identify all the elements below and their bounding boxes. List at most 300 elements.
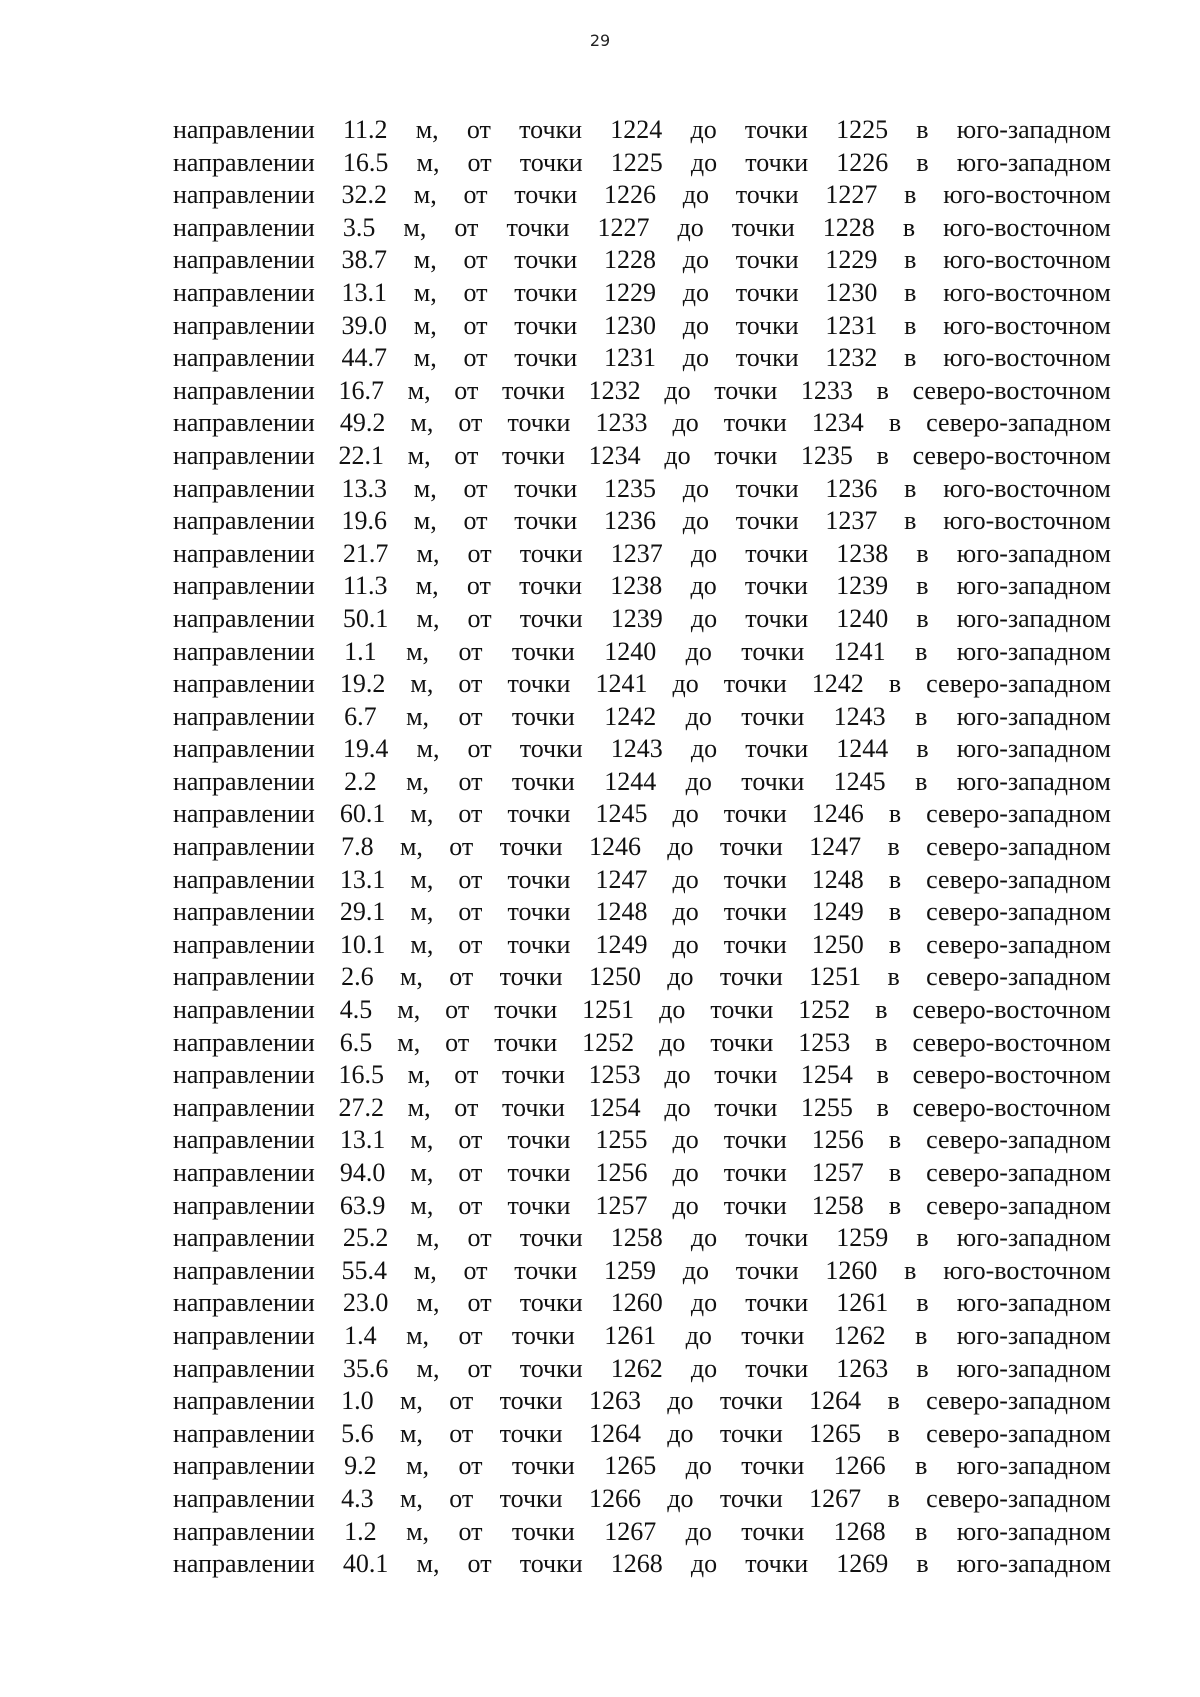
distance-value: 11.2 — [342, 115, 388, 144]
text-line — [173, 505, 1111, 538]
to-point-number: 1234 — [811, 408, 864, 438]
text-line — [173, 668, 1111, 701]
in-word: в — [875, 1027, 888, 1057]
point-word: точки — [514, 1255, 578, 1285]
text-line — [173, 1450, 1111, 1483]
direction-word: направлении — [173, 1516, 315, 1546]
from-point-number: 1244 — [604, 766, 657, 796]
to-point-number: 1267 — [809, 1483, 862, 1513]
to-point-number: 1249 — [811, 897, 864, 927]
to-word: до — [690, 1549, 718, 1579]
unit-label: м, — [410, 1190, 434, 1220]
text-line — [173, 1092, 1111, 1125]
direction-word: направлении — [173, 897, 315, 927]
to-word: до — [685, 701, 712, 731]
from-word: от — [454, 212, 479, 242]
direction-value: северо-западном — [926, 1386, 1111, 1416]
in-word: в — [915, 766, 928, 796]
unit-label: м, — [413, 343, 437, 373]
from-word: от — [449, 1483, 474, 1513]
to-point-number: 1264 — [809, 1386, 862, 1416]
from-point-number: 1262 — [610, 1353, 663, 1383]
direction-word: направлении — [173, 571, 315, 601]
point-word: точки — [506, 212, 570, 242]
text-line — [173, 212, 1111, 245]
from-word: от — [449, 962, 474, 992]
direction-word: направлении — [173, 1125, 315, 1155]
direction-value: юго-западном — [956, 603, 1111, 633]
in-word: в — [916, 538, 929, 568]
to-word: до — [682, 310, 709, 340]
distance-value: 21.7 — [342, 538, 389, 568]
from-word: от — [458, 408, 483, 438]
text-line — [173, 342, 1111, 375]
distance-value: 11.3 — [342, 571, 388, 601]
to-word: до — [664, 440, 691, 470]
direction-value: северо-западном — [926, 1483, 1111, 1513]
from-word: от — [458, 929, 483, 959]
from-point-number: 1261 — [604, 1320, 657, 1350]
unit-label: м, — [416, 1549, 440, 1579]
point-word: точки — [745, 603, 809, 633]
direction-value: юго-западном — [956, 1516, 1111, 1546]
in-word: в — [904, 310, 917, 340]
unit-label: м, — [413, 1255, 437, 1285]
direction-word: направлении — [173, 669, 315, 699]
unit-label: м, — [406, 766, 430, 796]
text-line — [173, 1385, 1111, 1418]
from-point-number: 1263 — [588, 1386, 641, 1416]
point-word: точки — [741, 1320, 805, 1350]
direction-value: юго-восточном — [943, 277, 1111, 307]
direction-word: направлении — [173, 538, 315, 568]
unit-label: м, — [403, 212, 427, 242]
direction-value: юго-западном — [956, 701, 1111, 731]
to-point-number: 1253 — [798, 1027, 851, 1057]
point-word: точки — [502, 440, 565, 470]
from-point-number: 1250 — [588, 962, 641, 992]
point-word: точки — [731, 212, 795, 242]
direction-value: северо-западном — [926, 669, 1111, 699]
direction-value: юго-восточном — [943, 1255, 1111, 1285]
to-point-number: 1252 — [798, 995, 851, 1025]
point-word: точки — [723, 669, 787, 699]
point-word: точки — [745, 1288, 809, 1318]
to-point-number: 1256 — [811, 1125, 864, 1155]
text-line — [173, 114, 1111, 147]
to-point-number: 1246 — [811, 799, 864, 829]
to-word: до — [690, 1223, 718, 1253]
point-word: точки — [745, 147, 809, 177]
to-point-number: 1268 — [833, 1516, 886, 1546]
from-point-number: 1252 — [582, 1027, 635, 1057]
point-word: точки — [723, 1190, 787, 1220]
to-point-number: 1250 — [811, 929, 864, 959]
point-word: точки — [719, 1386, 783, 1416]
from-word: от — [458, 1158, 483, 1187]
to-word: до — [690, 115, 717, 144]
direction-value: северо-западном — [926, 799, 1111, 829]
from-point-number: 1241 — [595, 669, 648, 699]
in-word: в — [916, 571, 929, 601]
direction-word: направлении — [173, 832, 315, 862]
point-word: точки — [502, 1060, 565, 1090]
to-point-number: 1261 — [836, 1288, 889, 1318]
to-point-number: 1269 — [836, 1549, 889, 1579]
from-point-number: 1248 — [595, 897, 648, 927]
direction-word: направлении — [173, 734, 315, 764]
to-word: до — [685, 1451, 712, 1481]
to-word: до — [685, 1320, 712, 1350]
distance-value: 7.8 — [341, 832, 374, 862]
point-word: точки — [502, 1092, 565, 1122]
text-line — [173, 277, 1111, 310]
distance-value: 25.2 — [342, 1223, 389, 1253]
point-word: точки — [719, 1418, 783, 1448]
distance-value: 1.0 — [341, 1386, 374, 1416]
unit-label: м, — [399, 1386, 423, 1416]
direction-word: направлении — [173, 636, 315, 666]
from-word: от — [458, 1125, 483, 1155]
from-point-number: 1224 — [610, 115, 663, 144]
point-word: точки — [499, 832, 563, 862]
from-word: от — [454, 1060, 479, 1090]
distance-value: 38.7 — [341, 245, 388, 275]
direction-word: направлении — [173, 147, 315, 177]
to-point-number: 1236 — [825, 473, 878, 503]
distance-value: 44.7 — [341, 343, 388, 373]
distance-value: 6.5 — [339, 1027, 373, 1057]
from-word: от — [467, 734, 492, 764]
unit-label: м, — [407, 1060, 431, 1090]
to-word: до — [682, 473, 709, 503]
from-point-number: 1247 — [595, 864, 648, 894]
distance-value: 32.2 — [341, 180, 388, 210]
direction-word: направлении — [173, 1288, 315, 1318]
in-word: в — [916, 1223, 929, 1253]
direction-word: направлении — [173, 115, 315, 144]
to-point-number: 1242 — [811, 669, 864, 699]
from-word: от — [458, 701, 483, 731]
in-word: в — [915, 1451, 928, 1481]
point-word: точки — [519, 538, 583, 568]
from-word: от — [458, 766, 483, 796]
unit-label: м, — [406, 1320, 430, 1350]
direction-value: юго-западном — [956, 1320, 1111, 1350]
unit-label: м, — [410, 408, 434, 438]
direction-value: северо-западном — [926, 929, 1111, 959]
in-word: в — [888, 864, 902, 894]
in-word: в — [888, 1125, 902, 1155]
unit-label: м, — [415, 115, 439, 144]
distance-value: 16.7 — [338, 375, 384, 405]
unit-label: м, — [407, 1092, 431, 1122]
point-word: точки — [507, 799, 571, 829]
from-point-number: 1227 — [597, 212, 650, 242]
in-word: в — [904, 277, 917, 307]
in-word: в — [904, 343, 917, 373]
to-word: до — [659, 1027, 686, 1057]
in-word: в — [888, 1158, 902, 1187]
distance-value: 39.0 — [341, 310, 388, 340]
from-word: от — [466, 115, 491, 144]
in-word: в — [915, 1516, 928, 1546]
point-word: точки — [723, 897, 787, 927]
from-point-number: 1231 — [603, 343, 656, 373]
from-word: от — [463, 180, 488, 210]
text-line — [173, 701, 1111, 734]
point-word: точки — [719, 962, 783, 992]
distance-value: 63.9 — [339, 1190, 386, 1220]
from-point-number: 1240 — [604, 636, 657, 666]
direction-value: юго-восточном — [943, 343, 1111, 373]
in-word: в — [915, 1320, 928, 1350]
point-word: точки — [519, 603, 583, 633]
in-word: в — [916, 147, 929, 177]
text-line — [173, 473, 1111, 506]
unit-label: м, — [406, 701, 430, 731]
direction-value: северо-западном — [926, 1158, 1111, 1187]
in-word: в — [887, 832, 900, 862]
in-word: в — [888, 1190, 902, 1220]
direction-value: юго-восточном — [943, 212, 1111, 242]
direction-word: направлении — [173, 408, 315, 438]
point-word: точки — [499, 1386, 563, 1416]
distance-value: 13.1 — [341, 277, 388, 307]
from-word: от — [445, 995, 470, 1025]
distance-value: 13.1 — [339, 1125, 386, 1155]
in-word: в — [875, 995, 888, 1025]
from-point-number: 1237 — [610, 538, 663, 568]
text-line — [173, 538, 1111, 571]
in-word: в — [916, 1549, 929, 1579]
in-word: в — [916, 115, 929, 144]
point-word: точки — [723, 1158, 787, 1187]
from-point-number: 1251 — [582, 995, 635, 1025]
distance-value: 94.0 — [339, 1158, 386, 1187]
text-line — [173, 310, 1111, 343]
to-point-number: 1225 — [836, 115, 889, 144]
unit-label: м, — [399, 1483, 423, 1513]
to-word: до — [667, 1418, 694, 1448]
direction-value: северо-западном — [926, 1190, 1111, 1220]
direction-word: направлении — [173, 799, 315, 829]
from-word: от — [445, 1027, 470, 1057]
direction-value: юго-западном — [956, 734, 1111, 764]
unit-label: м, — [410, 1158, 434, 1187]
point-word: точки — [514, 473, 578, 503]
direction-word: направлении — [173, 864, 315, 894]
in-word: в — [916, 1288, 929, 1318]
unit-label: м, — [399, 962, 423, 992]
distance-value: 9.2 — [344, 1451, 377, 1481]
to-point-number: 1229 — [825, 245, 878, 275]
direction-value: юго-западном — [956, 1223, 1111, 1253]
in-word: в — [876, 1092, 889, 1122]
point-word: точки — [511, 636, 575, 666]
from-word: от — [454, 375, 479, 405]
point-word: точки — [714, 1092, 778, 1122]
from-point-number: 1228 — [603, 245, 656, 275]
point-word: точки — [735, 180, 799, 210]
distance-value: 13.3 — [341, 473, 388, 503]
text-line — [173, 831, 1111, 864]
from-point-number: 1260 — [610, 1288, 663, 1318]
to-point-number: 1228 — [822, 212, 875, 242]
from-point-number: 1243 — [610, 734, 663, 764]
in-word: в — [876, 440, 889, 470]
unit-label: м, — [399, 832, 423, 862]
direction-value: юго-западном — [956, 636, 1111, 666]
direction-value: северо-западном — [926, 408, 1111, 438]
point-word: точки — [745, 538, 809, 568]
from-point-number: 1239 — [610, 603, 663, 633]
to-point-number: 1238 — [836, 538, 889, 568]
direction-value: северо-восточном — [912, 375, 1111, 405]
from-word: от — [467, 1549, 492, 1579]
from-point-number: 1226 — [603, 180, 656, 210]
point-word: точки — [735, 473, 799, 503]
direction-word: направлении — [173, 1060, 315, 1090]
from-word: от — [449, 1418, 474, 1448]
to-word: до — [682, 245, 709, 275]
text-line — [173, 864, 1111, 897]
direction-value: юго-восточном — [943, 245, 1111, 275]
to-point-number: 1235 — [800, 440, 853, 470]
direction-word: направлении — [173, 1386, 315, 1416]
distance-value: 19.2 — [339, 669, 386, 699]
to-word: до — [667, 832, 694, 862]
to-word: до — [664, 375, 691, 405]
from-word: от — [458, 669, 483, 699]
unit-label: м, — [413, 245, 437, 275]
point-word: точки — [507, 408, 571, 438]
to-point-number: 1232 — [825, 343, 878, 373]
text-line — [173, 1124, 1111, 1157]
distance-value: 23.0 — [342, 1288, 389, 1318]
in-word: в — [916, 603, 929, 633]
from-word: от — [458, 864, 483, 894]
direction-value: северо-западном — [926, 1418, 1111, 1448]
direction-word: направлении — [173, 1255, 315, 1285]
distance-value: 22.1 — [338, 440, 384, 470]
point-word: точки — [714, 1060, 778, 1090]
direction-value: северо-западном — [926, 962, 1111, 992]
from-point-number: 1245 — [595, 799, 648, 829]
in-word: в — [876, 1060, 889, 1090]
to-word: до — [672, 897, 699, 927]
point-word: точки — [741, 766, 805, 796]
in-word: в — [915, 701, 928, 731]
to-point-number: 1227 — [825, 180, 878, 210]
to-point-number: 1226 — [836, 147, 889, 177]
direction-word: направлении — [173, 506, 315, 536]
to-word: до — [685, 766, 712, 796]
point-word: точки — [519, 1223, 583, 1253]
text-line — [173, 1320, 1111, 1353]
to-word: до — [690, 603, 718, 633]
to-point-number: 1260 — [825, 1255, 878, 1285]
to-point-number: 1255 — [800, 1092, 853, 1122]
text-line — [173, 896, 1111, 929]
text-line — [173, 1059, 1111, 1092]
point-word: точки — [710, 1027, 774, 1057]
point-word: точки — [723, 408, 787, 438]
from-point-number: 1234 — [588, 440, 641, 470]
point-word: точки — [507, 1190, 571, 1220]
distance-value: 10.1 — [339, 929, 386, 959]
distance-value: 29.1 — [339, 897, 386, 927]
to-word: до — [672, 669, 699, 699]
direction-word: направлении — [173, 245, 315, 275]
to-word: до — [690, 538, 718, 568]
direction-word: направлении — [173, 1190, 315, 1220]
direction-value: юго-восточном — [943, 310, 1111, 340]
direction-value: северо-западном — [926, 1125, 1111, 1155]
to-word: до — [682, 180, 709, 210]
text-line — [173, 1222, 1111, 1255]
direction-value: юго-западном — [956, 115, 1111, 144]
in-word: в — [916, 1353, 929, 1383]
distance-value: 3.5 — [342, 212, 376, 242]
point-word: точки — [514, 506, 578, 536]
text-line — [173, 603, 1111, 636]
direction-value: юго-восточном — [943, 506, 1111, 536]
point-word: точки — [719, 832, 783, 862]
from-word: от — [463, 343, 488, 373]
to-point-number: 1243 — [833, 701, 886, 731]
to-word: до — [682, 277, 709, 307]
point-word: точки — [741, 1516, 805, 1546]
from-point-number: 1257 — [595, 1190, 648, 1220]
point-word: точки — [723, 929, 787, 959]
unit-label: м, — [416, 1288, 440, 1318]
from-word: от — [463, 506, 488, 536]
text-line — [173, 1157, 1111, 1190]
direction-value: юго-западном — [956, 1353, 1111, 1383]
from-word: от — [458, 799, 483, 829]
direction-word: направлении — [173, 1092, 315, 1122]
to-word: до — [685, 1516, 712, 1546]
direction-value: северо-восточном — [912, 995, 1111, 1025]
from-word: от — [467, 603, 492, 633]
point-word: точки — [507, 1125, 571, 1155]
point-word: точки — [507, 1158, 571, 1187]
to-point-number: 1230 — [825, 277, 878, 307]
text-line — [173, 766, 1111, 799]
from-point-number: 1264 — [588, 1418, 641, 1448]
point-word: точки — [511, 701, 575, 731]
text-line — [173, 1516, 1111, 1549]
to-word: до — [672, 1158, 699, 1187]
to-point-number: 1257 — [811, 1158, 864, 1187]
unit-label: м, — [406, 636, 430, 666]
to-point-number: 1266 — [833, 1451, 886, 1481]
in-word: в — [904, 473, 917, 503]
point-word: точки — [741, 1451, 805, 1481]
distance-value: 60.1 — [339, 799, 386, 829]
unit-label: м, — [406, 1451, 430, 1481]
in-word: в — [902, 212, 916, 242]
point-word: точки — [744, 115, 808, 144]
from-word: от — [458, 1190, 483, 1220]
to-word: до — [682, 1255, 709, 1285]
direction-value: северо-восточном — [912, 440, 1111, 470]
point-word: точки — [511, 1320, 575, 1350]
from-point-number: 1253 — [588, 1060, 641, 1090]
unit-label: м, — [397, 1027, 421, 1057]
from-point-number: 1255 — [595, 1125, 648, 1155]
